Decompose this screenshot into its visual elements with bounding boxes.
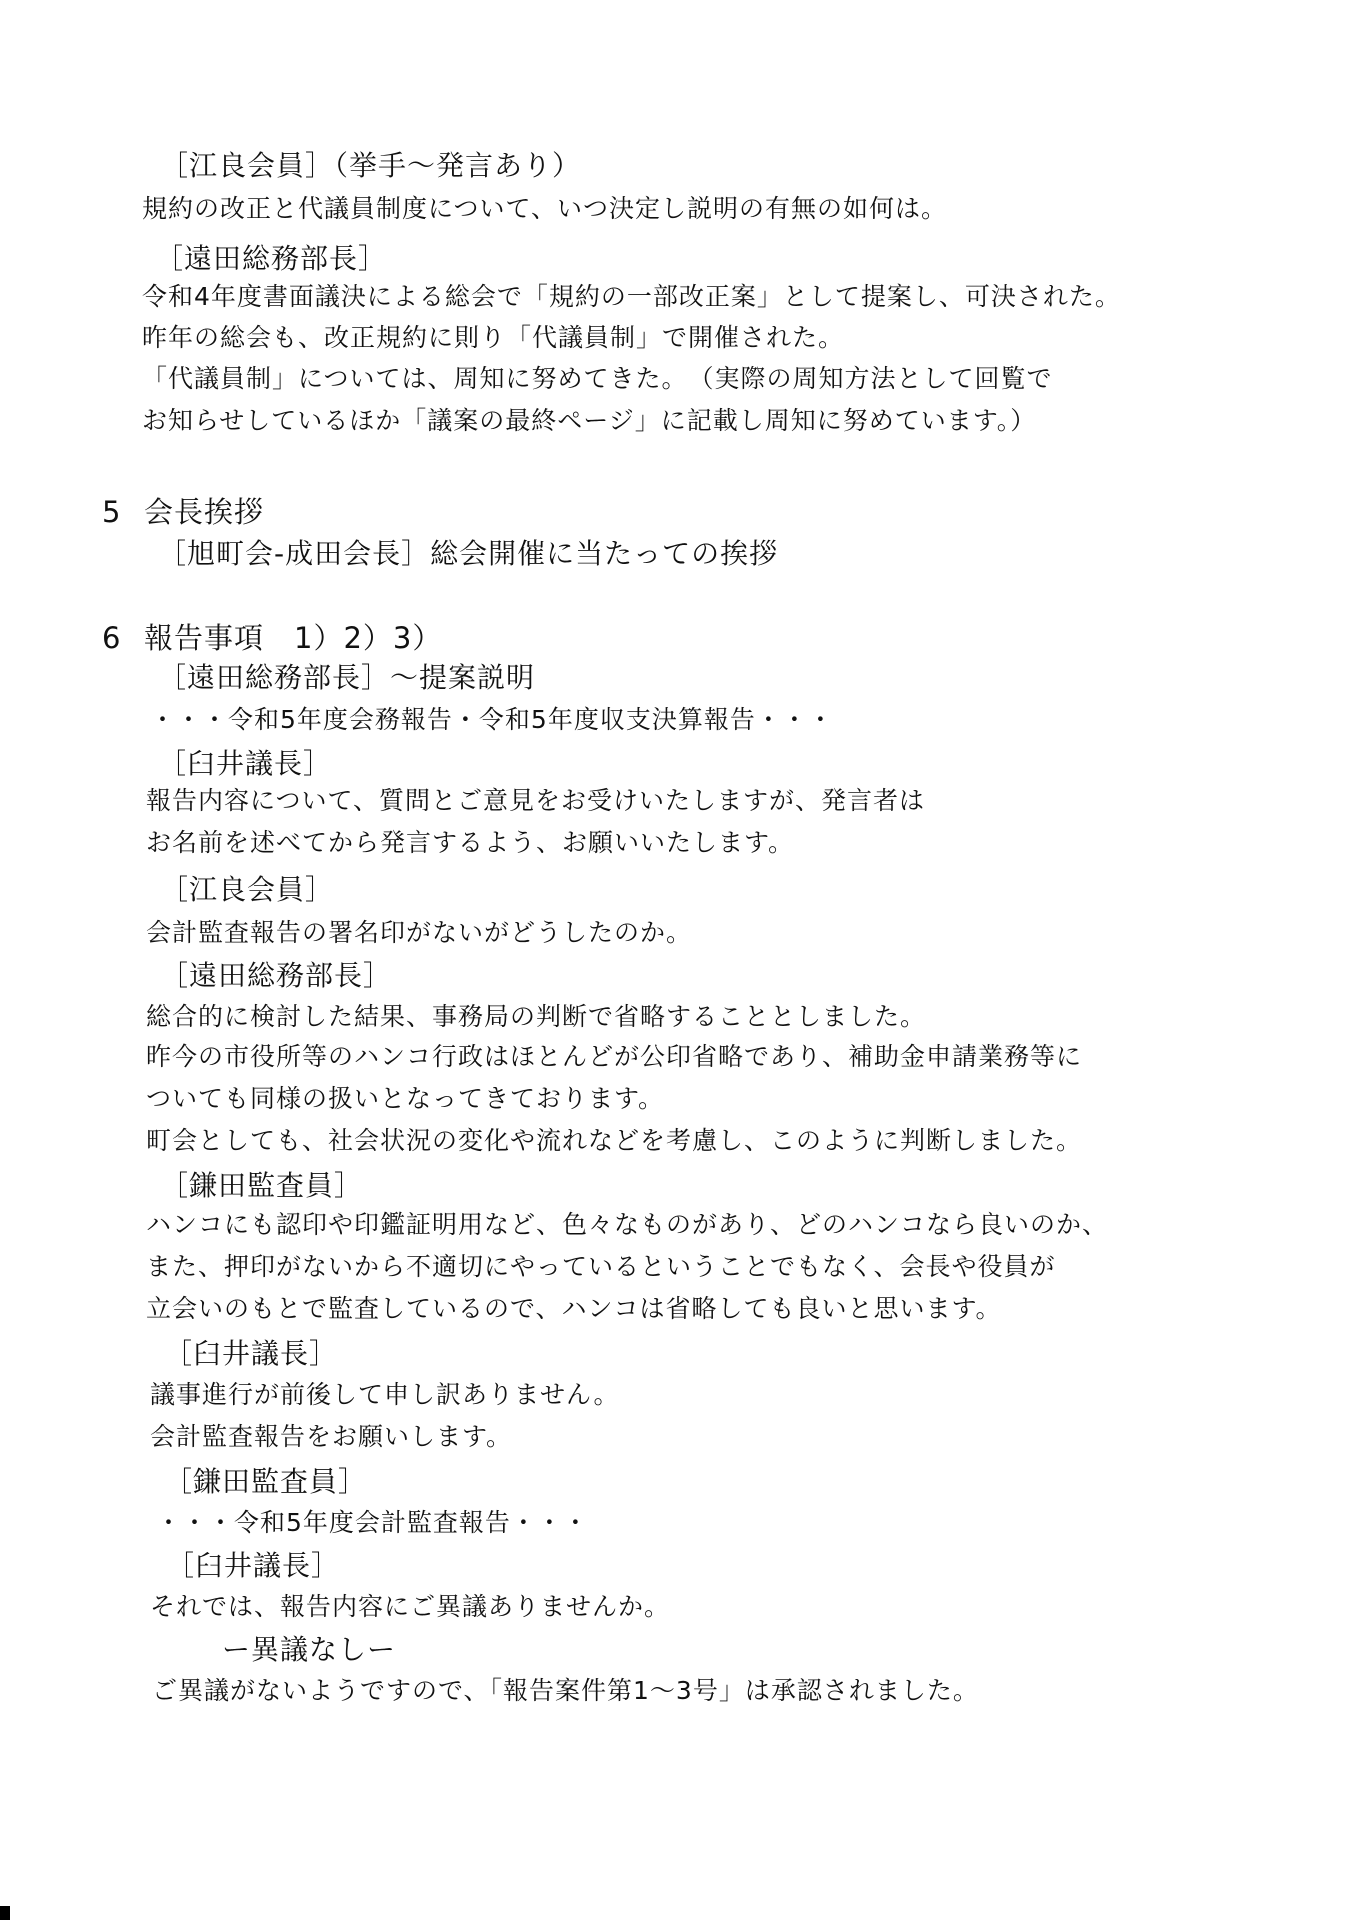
speaker-label: ［旭町会-成田会長］総会開催に当たっての挨拶 xyxy=(158,537,779,570)
speaker-label: ［江良会員］ xyxy=(160,873,335,906)
text-line: 立会いのもとで監査しているので、ハンコは省略しても良いと思います。 xyxy=(146,1294,1002,1323)
text-line: 総合的に検討した結果、事務局の判断で省略することとしました。 xyxy=(146,1002,927,1031)
text-line: また、押印がないから不適切にやっているということでもなく、会長や役員が xyxy=(146,1252,1056,1281)
text-line: ・・・令和5年度会計監査報告・・・ xyxy=(156,1508,589,1537)
text-line: 規約の改正と代議員制度について、いつ決定し説明の有無の如何は。 xyxy=(142,194,948,223)
speaker-label: ［臼井議長］ xyxy=(164,1337,339,1370)
text-line: 会計監査報告をお願いします。 xyxy=(150,1422,513,1451)
text-line: ハンコにも認印や印鑑証明用など、色々なものがあり、どのハンコなら良いのか、 xyxy=(146,1210,1109,1239)
speaker-label: ［江良会員］（挙手～発言あり） xyxy=(160,149,582,182)
section-heading-6 xyxy=(102,621,443,655)
text-line: ・・・令和5年度会務報告・令和5年度収支決算報告・・・ xyxy=(150,705,834,734)
text-line: お名前を述べてから発言するよう、お願いいたします。 xyxy=(146,828,795,857)
text-line: ついても同様の扱いとなってきております。 xyxy=(146,1084,665,1113)
section-number: 6 xyxy=(102,621,122,655)
text-line: 昨今の市役所等のハンコ行政はほとんどが公印省略であり、補助金申請業務等に xyxy=(146,1042,1083,1071)
text-line: 報告内容について、質問とご意見をお受けいたしますが、発言者は xyxy=(146,786,926,815)
text-line: 会計監査報告の署名印がないがどうしたのか。 xyxy=(146,918,693,947)
text-line: ご異議がないようですので、「報告案件第1～3号」は承認されました。 xyxy=(152,1676,979,1705)
text-line: 令和4年度書面議決による総会で「規約の一部改正案」として提案し、可決された。 xyxy=(142,282,1121,311)
section-title: 会長挨拶 xyxy=(144,495,265,529)
response-note: ー異議なしー xyxy=(222,1633,397,1666)
text-line: 町会としても、社会状況の変化や流れなどを考慮し、このように判断しました。 xyxy=(146,1126,1083,1155)
scan-corner-mark xyxy=(0,1906,10,1920)
speaker-label: ［臼井議長］ xyxy=(158,747,333,780)
speaker-label: ［遠田総務部長］ xyxy=(160,959,393,992)
speaker-label: ［臼井議長］ xyxy=(166,1549,341,1582)
text-line: それでは、報告内容にご異議ありませんか。 xyxy=(150,1592,671,1621)
section-heading-5 xyxy=(102,495,265,529)
text-line: お知らせしているほか「議案の最終ページ」に記載し周知に努めています。） xyxy=(142,406,1037,435)
text-line: 昨年の総会も、改正規約に則り「代議員制」で開催された。 xyxy=(142,323,845,352)
speaker-label: ［遠田総務部長］～提案説明 xyxy=(158,661,536,694)
section-title: 報告事項 1）2）3） xyxy=(144,621,443,655)
text-line: 「代議員制」については、周知に努めてきた。 （実際の周知方法として回覧で xyxy=(142,364,1053,393)
speaker-label: ［鎌田監査員］ xyxy=(164,1465,368,1498)
section-number: 5 xyxy=(102,495,122,529)
text-line: 議事進行が前後して申し訳ありません。 xyxy=(150,1380,620,1409)
speaker-label: ［鎌田監査員］ xyxy=(160,1169,364,1202)
speaker-label: ［遠田総務部長］ xyxy=(155,242,388,275)
